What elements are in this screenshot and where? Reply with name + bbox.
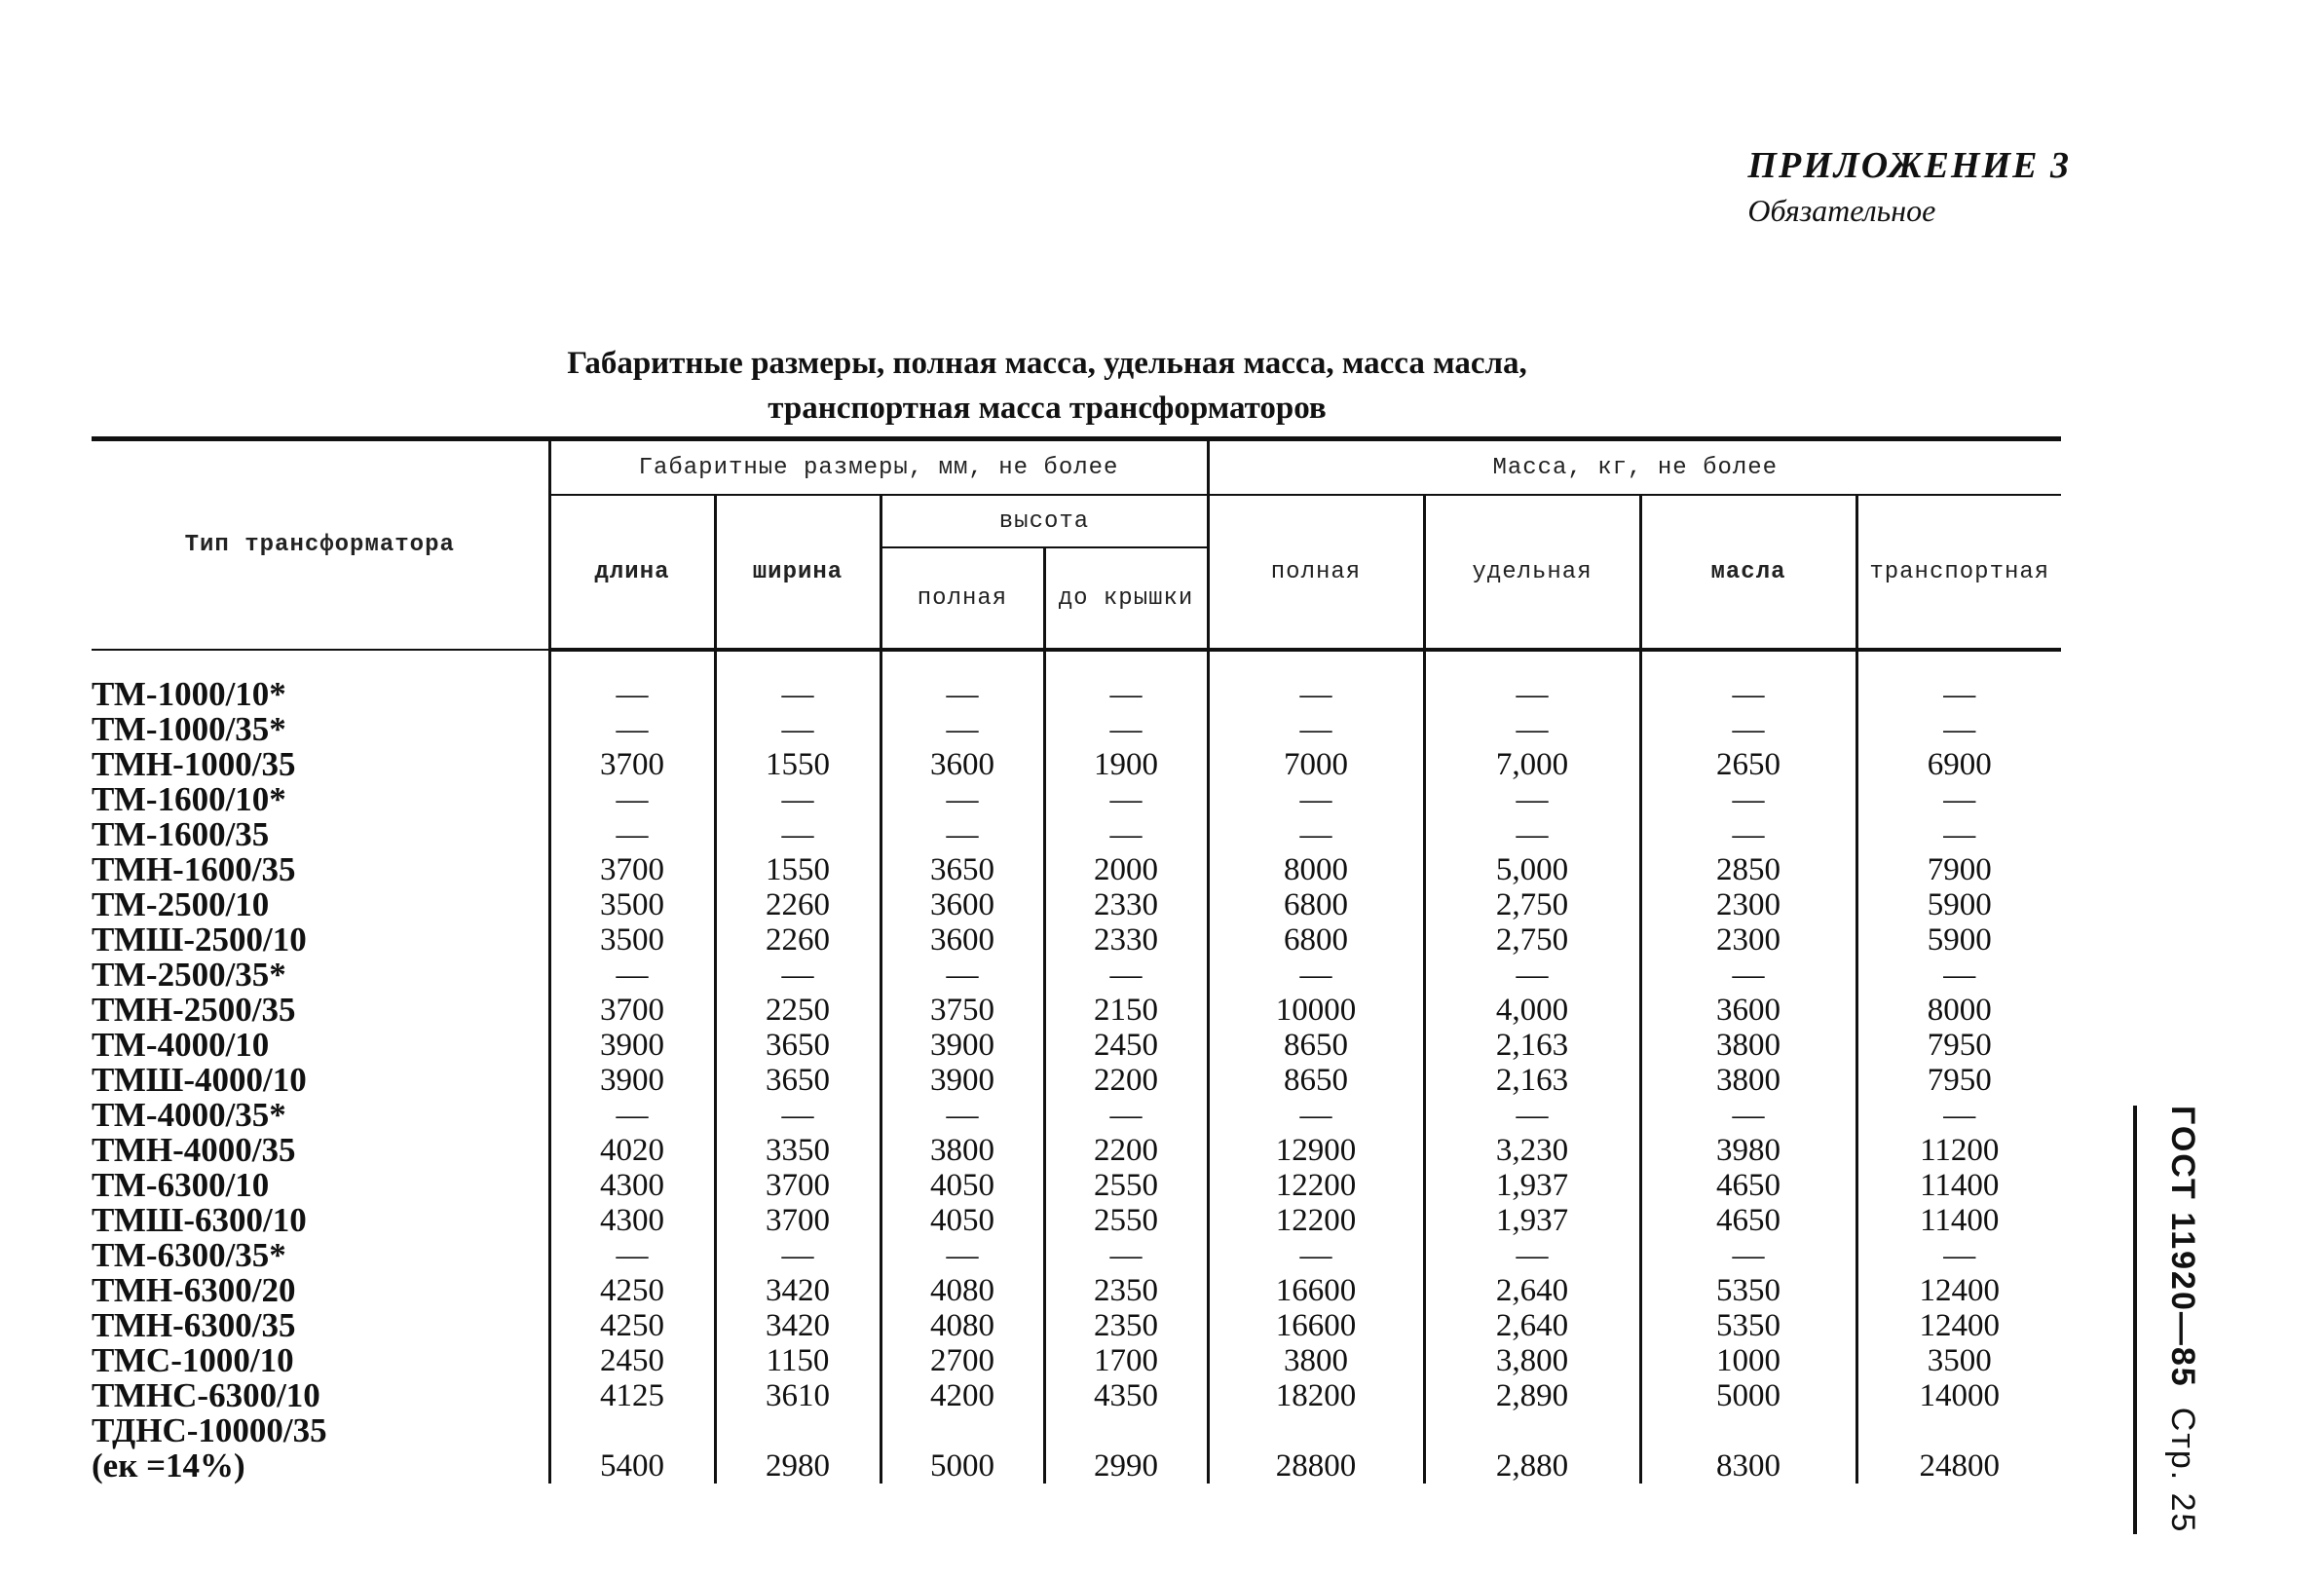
table-cell: — bbox=[1208, 712, 1424, 747]
table-cell: — bbox=[1208, 677, 1424, 712]
table-cell: — bbox=[1856, 712, 2061, 747]
table-cell: 1550 bbox=[715, 747, 881, 782]
table-cell: 4125 bbox=[549, 1378, 715, 1413]
header-length: длина bbox=[549, 495, 715, 650]
table-cell: — bbox=[881, 677, 1044, 712]
table-row bbox=[92, 817, 2061, 852]
transformer-type: ТМШ-4000/10 bbox=[92, 1061, 307, 1099]
table-row bbox=[92, 712, 2061, 747]
table-cell: 4200 bbox=[881, 1378, 1044, 1413]
table-cell: 5000 bbox=[881, 1413, 1044, 1484]
table-cell: — bbox=[715, 1238, 881, 1273]
table-title-line1: Габаритные размеры, полная масса, удельная масса, масса масла, bbox=[567, 346, 1527, 381]
header-height-full: полная bbox=[881, 547, 1044, 650]
table-cell: — bbox=[549, 958, 715, 993]
table-cell: 2650 bbox=[1640, 747, 1856, 782]
table-row bbox=[92, 1238, 2061, 1273]
table-row bbox=[92, 1308, 2061, 1343]
table-cell: 4350 bbox=[1044, 1378, 1208, 1413]
table-cell: 3900 bbox=[881, 1063, 1044, 1098]
table-cell: 2,880 bbox=[1424, 1413, 1640, 1484]
table-cell: 3600 bbox=[881, 922, 1044, 958]
table-cell: — bbox=[1424, 1238, 1640, 1273]
table-row bbox=[92, 887, 2061, 922]
table-cell: — bbox=[715, 712, 881, 747]
table-cell: — bbox=[1424, 817, 1640, 852]
table-cell: — bbox=[549, 817, 715, 852]
table-row bbox=[92, 677, 2061, 712]
table-cell: — bbox=[715, 677, 881, 712]
table-cell: 1550 bbox=[715, 852, 881, 887]
table-row bbox=[92, 922, 2061, 958]
table-cell: — bbox=[1640, 712, 1856, 747]
table-cell: — bbox=[549, 677, 715, 712]
side-label bbox=[2163, 1106, 2201, 1533]
table-cell: 3900 bbox=[881, 1028, 1044, 1063]
table-cell: 3750 bbox=[881, 993, 1044, 1028]
table-cell: — bbox=[1856, 782, 2061, 817]
transformer-type-line2: (eк =14%) bbox=[92, 1446, 245, 1484]
table-cell: 2,750 bbox=[1424, 887, 1640, 922]
table-cell: 12400 bbox=[1856, 1308, 2061, 1343]
table-cell: — bbox=[881, 1098, 1044, 1133]
table-cell: 14000 bbox=[1856, 1378, 2061, 1413]
table-cell: — bbox=[1856, 1238, 2061, 1273]
table-cell: 2,640 bbox=[1424, 1308, 1640, 1343]
table-cell: 2,163 bbox=[1424, 1063, 1640, 1098]
table-cell: 2550 bbox=[1044, 1168, 1208, 1203]
table-row bbox=[92, 852, 2061, 887]
table-cell: 12400 bbox=[1856, 1273, 2061, 1308]
table-cell: 1900 bbox=[1044, 747, 1208, 782]
table-cell: — bbox=[1640, 1238, 1856, 1273]
table-cell: 3600 bbox=[881, 747, 1044, 782]
table-cell: — bbox=[549, 1098, 715, 1133]
table-cell: 2260 bbox=[715, 922, 881, 958]
table-row bbox=[92, 1063, 2061, 1098]
table-cell: 2550 bbox=[1044, 1203, 1208, 1238]
table-cell: — bbox=[1640, 677, 1856, 712]
header-type: Тип трансформатора bbox=[92, 439, 549, 651]
table-cell: — bbox=[549, 782, 715, 817]
appendix-subtitle: Обязательное bbox=[1747, 193, 1936, 228]
transformer-type bbox=[92, 1413, 549, 1484]
table-row bbox=[92, 1133, 2061, 1168]
table-cell: 12200 bbox=[1208, 1168, 1424, 1203]
table-cell: 12900 bbox=[1208, 1133, 1424, 1168]
table-cell: 2000 bbox=[1044, 852, 1208, 887]
transformer-type-line1: ТДНС-10000/35 bbox=[92, 1411, 327, 1449]
table-cell: — bbox=[1856, 1098, 2061, 1133]
table-cell: 3700 bbox=[549, 852, 715, 887]
table-cell: — bbox=[715, 817, 881, 852]
table-cell: 3420 bbox=[715, 1273, 881, 1308]
table-cell: 4650 bbox=[1640, 1203, 1856, 1238]
table-body bbox=[92, 650, 2061, 1484]
transformer-type: ТМ-1600/35 bbox=[92, 815, 270, 853]
table-cell: — bbox=[1856, 817, 2061, 852]
table-cell: — bbox=[881, 1238, 1044, 1273]
table-cell: 4020 bbox=[549, 1133, 715, 1168]
transformer-type: ТМН-6300/35 bbox=[92, 1306, 296, 1344]
table-cell: — bbox=[1208, 817, 1424, 852]
table-cell: 3900 bbox=[549, 1063, 715, 1098]
table-cell: 5350 bbox=[1640, 1273, 1856, 1308]
table-cell: 16600 bbox=[1208, 1308, 1424, 1343]
table-cell: 8000 bbox=[1208, 852, 1424, 887]
transformer-type: ТМ-6300/35* bbox=[92, 1236, 286, 1274]
table-cell: — bbox=[1044, 958, 1208, 993]
table-cell: — bbox=[1640, 958, 1856, 993]
table-cell: 1,937 bbox=[1424, 1168, 1640, 1203]
table-cell: — bbox=[1044, 1238, 1208, 1273]
table-cell: 2,750 bbox=[1424, 922, 1640, 958]
table-cell: — bbox=[1424, 1098, 1640, 1133]
table-cell: 3,230 bbox=[1424, 1133, 1640, 1168]
table-cell: 7,000 bbox=[1424, 747, 1640, 782]
table-row bbox=[92, 1168, 2061, 1203]
table-cell: 4650 bbox=[1640, 1168, 1856, 1203]
transformer-type: ТМ-2500/35* bbox=[92, 956, 286, 994]
transformer-type: ТМНС-6300/10 bbox=[92, 1376, 320, 1414]
table-cell: — bbox=[549, 1238, 715, 1273]
table-cell: 3650 bbox=[715, 1028, 881, 1063]
table-cell: — bbox=[881, 782, 1044, 817]
table-cell: 2250 bbox=[715, 993, 881, 1028]
header-dims-group: Габаритные размеры, мм, не более bbox=[549, 439, 1208, 496]
transformer-type: ТМН-1600/35 bbox=[92, 850, 296, 888]
table-cell: — bbox=[1424, 677, 1640, 712]
table-cell: 3650 bbox=[715, 1063, 881, 1098]
table-cell: — bbox=[1208, 1098, 1424, 1133]
transformer-type: ТМ-4000/35* bbox=[92, 1096, 286, 1134]
table-cell: 28800 bbox=[1208, 1413, 1424, 1484]
table-cell: 4300 bbox=[549, 1203, 715, 1238]
table-cell: 4,000 bbox=[1424, 993, 1640, 1028]
table-cell: 2450 bbox=[549, 1343, 715, 1378]
table-row bbox=[92, 1098, 2061, 1133]
table-cell: — bbox=[1856, 958, 2061, 993]
transformer-type: ТМ-1000/35* bbox=[92, 710, 286, 748]
table-cell: 2850 bbox=[1640, 852, 1856, 887]
table-cell: 10000 bbox=[1208, 993, 1424, 1028]
table-cell: 3800 bbox=[1640, 1028, 1856, 1063]
table-cell: 5350 bbox=[1640, 1308, 1856, 1343]
table-cell: 12200 bbox=[1208, 1203, 1424, 1238]
table-cell: 2,163 bbox=[1424, 1028, 1640, 1063]
table-cell: 3700 bbox=[715, 1203, 881, 1238]
transformer-type: ТМ-1600/10* bbox=[92, 780, 286, 818]
table-cell: — bbox=[715, 782, 881, 817]
table-cell: 2700 bbox=[881, 1343, 1044, 1378]
table-cell: 3420 bbox=[715, 1308, 881, 1343]
header-mass-specific: удельная bbox=[1424, 495, 1640, 650]
table-cell: 11400 bbox=[1856, 1203, 2061, 1238]
table-title bbox=[0, 341, 2094, 431]
table-cell: 18200 bbox=[1208, 1378, 1424, 1413]
table-cell: 3600 bbox=[881, 887, 1044, 922]
table-cell: — bbox=[881, 817, 1044, 852]
transformer-type: ТМ-2500/10 bbox=[92, 885, 270, 923]
header-mass-group: Масса, кг, не более bbox=[1208, 439, 2061, 496]
table-cell: 4250 bbox=[549, 1308, 715, 1343]
transformer-type: ТМ-1000/10* bbox=[92, 675, 286, 713]
table-cell: — bbox=[1640, 1098, 1856, 1133]
table-cell: 5900 bbox=[1856, 887, 2061, 922]
transformer-type: ТМН-4000/35 bbox=[92, 1131, 296, 1169]
page-number: Стр. 25 bbox=[2164, 1407, 2201, 1534]
table-cell: 2350 bbox=[1044, 1308, 1208, 1343]
table-row bbox=[92, 1378, 2061, 1413]
table-cell: 3700 bbox=[715, 1168, 881, 1203]
table-cell: 2200 bbox=[1044, 1063, 1208, 1098]
table-cell: — bbox=[1044, 817, 1208, 852]
header-mass-oil: масла bbox=[1640, 495, 1856, 650]
table-cell: — bbox=[881, 712, 1044, 747]
table-cell: — bbox=[1044, 677, 1208, 712]
transformer-type: ТМН-2500/35 bbox=[92, 991, 296, 1029]
table-cell: 5000 bbox=[1640, 1378, 1856, 1413]
table-cell: 3800 bbox=[881, 1133, 1044, 1168]
table-cell: 1150 bbox=[715, 1343, 881, 1378]
table-cell: 8300 bbox=[1640, 1413, 1856, 1484]
table-cell: 6800 bbox=[1208, 887, 1424, 922]
table-cell: — bbox=[1044, 782, 1208, 817]
table-cell: 6900 bbox=[1856, 747, 2061, 782]
transformer-type: ТМН-6300/20 bbox=[92, 1271, 296, 1309]
table-row bbox=[92, 782, 2061, 817]
table-cell: 1,937 bbox=[1424, 1203, 1640, 1238]
table-cell: 3700 bbox=[549, 993, 715, 1028]
header-width: ширина bbox=[715, 495, 881, 650]
table-cell: 3700 bbox=[549, 747, 715, 782]
table-cell: 8000 bbox=[1856, 993, 2061, 1028]
table-cell: — bbox=[1044, 712, 1208, 747]
table-cell: — bbox=[1208, 1238, 1424, 1273]
table-cell: 2990 bbox=[1044, 1413, 1208, 1484]
table-cell: 7950 bbox=[1856, 1063, 2061, 1098]
table-cell: 2980 bbox=[715, 1413, 881, 1484]
table-cell: — bbox=[715, 958, 881, 993]
table-cell: 3500 bbox=[549, 922, 715, 958]
table-cell: 2450 bbox=[1044, 1028, 1208, 1063]
header-mass-transport: транспортная bbox=[1856, 495, 2061, 650]
table-cell: — bbox=[1208, 782, 1424, 817]
table-cell: 16600 bbox=[1208, 1273, 1424, 1308]
table-cell: 4080 bbox=[881, 1273, 1044, 1308]
table-cell: 3500 bbox=[549, 887, 715, 922]
table-cell: 4050 bbox=[881, 1168, 1044, 1203]
table-row bbox=[92, 1273, 2061, 1308]
header-mass-full: полная bbox=[1208, 495, 1424, 650]
table-cell: 3500 bbox=[1856, 1343, 2061, 1378]
table-cell: — bbox=[1640, 782, 1856, 817]
table-cell: — bbox=[1856, 677, 2061, 712]
table-cell: 5400 bbox=[549, 1413, 715, 1484]
table-cell: 7950 bbox=[1856, 1028, 2061, 1063]
table-row bbox=[92, 1343, 2061, 1378]
appendix-title: ПРИЛОЖЕНИЕ 3 bbox=[1747, 145, 2071, 186]
table-cell: — bbox=[881, 958, 1044, 993]
table-row bbox=[92, 1413, 2061, 1484]
table-cell: 3800 bbox=[1208, 1343, 1424, 1378]
table-cell: 3650 bbox=[881, 852, 1044, 887]
table-cell: 6800 bbox=[1208, 922, 1424, 958]
table-cell: 3610 bbox=[715, 1378, 881, 1413]
standard-code: ГОСТ 11920—85 bbox=[2164, 1106, 2201, 1388]
table-cell: 8650 bbox=[1208, 1028, 1424, 1063]
table-cell: — bbox=[1640, 817, 1856, 852]
table-cell: — bbox=[1424, 782, 1640, 817]
table-cell: 4300 bbox=[549, 1168, 715, 1203]
table-cell: 4080 bbox=[881, 1308, 1044, 1343]
table-title-line2: транспортная масса трансформаторов bbox=[768, 391, 1327, 426]
transformer-type: ТМН-1000/35 bbox=[92, 745, 296, 783]
header-height-lid: до крышки bbox=[1044, 547, 1208, 650]
table-cell: — bbox=[1044, 1098, 1208, 1133]
table-row bbox=[92, 747, 2061, 782]
table-cell: 2330 bbox=[1044, 922, 1208, 958]
transformer-type: ТМ-4000/10 bbox=[92, 1026, 270, 1064]
table-cell: 2200 bbox=[1044, 1133, 1208, 1168]
transformer-type: ТМС-1000/10 bbox=[92, 1341, 294, 1379]
side-footer bbox=[2133, 1106, 2211, 1534]
appendix-heading bbox=[1747, 144, 2071, 229]
table-cell: — bbox=[549, 712, 715, 747]
transformer-type: ТМШ-6300/10 bbox=[92, 1201, 307, 1239]
table-cell: 7900 bbox=[1856, 852, 2061, 887]
table-cell: — bbox=[715, 1098, 881, 1133]
table-row bbox=[92, 1203, 2061, 1238]
side-rule bbox=[2133, 1106, 2137, 1534]
table-cell: 2150 bbox=[1044, 993, 1208, 1028]
table-cell: — bbox=[1424, 958, 1640, 993]
table-cell: 7000 bbox=[1208, 747, 1424, 782]
table-cell: 2300 bbox=[1640, 887, 1856, 922]
table-cell: 4250 bbox=[549, 1273, 715, 1308]
table-cell: 3350 bbox=[715, 1133, 881, 1168]
table-cell: 8650 bbox=[1208, 1063, 1424, 1098]
table-cell: 2,640 bbox=[1424, 1273, 1640, 1308]
transformer-type: ТМШ-2500/10 bbox=[92, 920, 307, 958]
table-cell: 3800 bbox=[1640, 1063, 1856, 1098]
table-cell: 11200 bbox=[1856, 1133, 2061, 1168]
table-cell: 5900 bbox=[1856, 922, 2061, 958]
table-cell: 24800 bbox=[1856, 1413, 2061, 1484]
header-height: высота bbox=[881, 495, 1208, 547]
transformer-type: ТМ-6300/10 bbox=[92, 1166, 270, 1204]
table-cell: 2350 bbox=[1044, 1273, 1208, 1308]
table-row bbox=[92, 1028, 2061, 1063]
table-cell: 5,000 bbox=[1424, 852, 1640, 887]
table-cell: 1700 bbox=[1044, 1343, 1208, 1378]
table-cell: 2330 bbox=[1044, 887, 1208, 922]
table-cell: 3900 bbox=[549, 1028, 715, 1063]
table-row bbox=[92, 993, 2061, 1028]
transformer-table bbox=[92, 436, 2061, 1484]
table-cell: 4050 bbox=[881, 1203, 1044, 1238]
table-cell: — bbox=[1208, 958, 1424, 993]
table-cell: 2,890 bbox=[1424, 1378, 1640, 1413]
table-cell: 1000 bbox=[1640, 1343, 1856, 1378]
table-cell: 3980 bbox=[1640, 1133, 1856, 1168]
table-cell: 2300 bbox=[1640, 922, 1856, 958]
table-cell: 2260 bbox=[715, 887, 881, 922]
table-cell: 3600 bbox=[1640, 993, 1856, 1028]
table-row bbox=[92, 958, 2061, 993]
table-cell: 3,800 bbox=[1424, 1343, 1640, 1378]
table-cell: 11400 bbox=[1856, 1168, 2061, 1203]
table-cell: — bbox=[1424, 712, 1640, 747]
